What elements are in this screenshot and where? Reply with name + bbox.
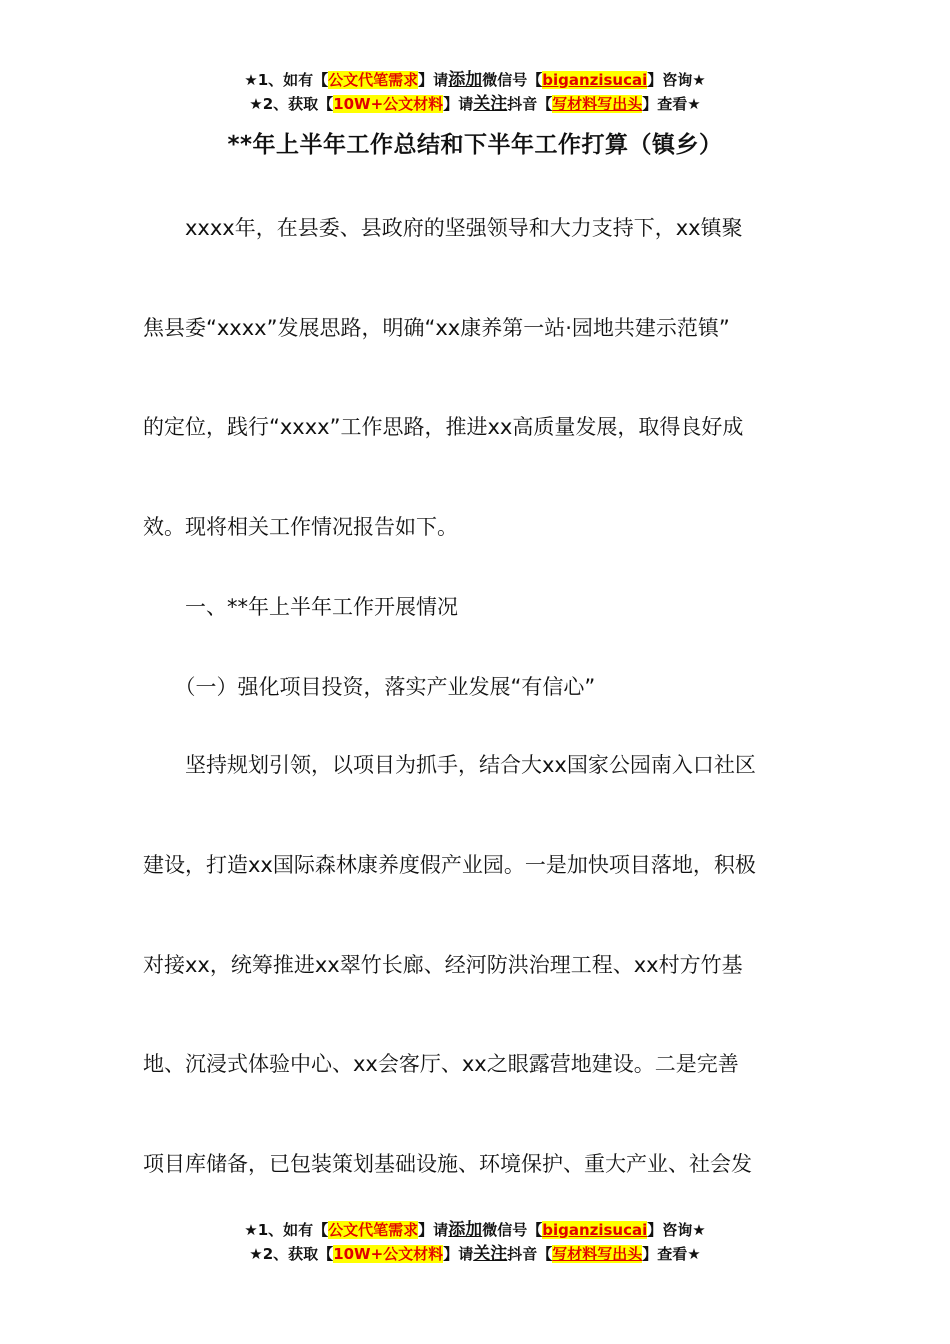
section-heading: 一、**年上半年工作开展情况 <box>143 595 458 619</box>
banner-text: 微信号【 <box>482 1221 543 1239</box>
banner-line-1 <box>0 68 950 92</box>
banner-text: 】咨询★ <box>647 1221 706 1239</box>
banner-text: 】请 <box>443 95 474 113</box>
highlight-wechat-id: biganzisucai <box>542 71 648 89</box>
body-line: 地、沉浸式体验中心、xx会客厅、xx之眼露营地建设。二是完善 <box>143 1052 739 1076</box>
subsection-heading: （一）强化项目投资，落实产业发展“有信心” <box>143 675 596 699</box>
body-line: 焦县委“xxxx”发展思路，明确“xx康养第一站·园地共建示范镇” <box>143 316 730 340</box>
banner-text: ★1、如有【 <box>244 71 329 89</box>
banner-text: 】咨询★ <box>647 71 706 89</box>
highlight-materials: 10W+公文材料 <box>333 95 444 113</box>
banner-text: 】请 <box>443 1245 474 1263</box>
highlight-douyin-id: 写材料写出头 <box>552 95 643 113</box>
banner-line-2 <box>0 1242 950 1266</box>
emphasis-follow: 关注 <box>473 1244 508 1264</box>
banner-text: 抖音【 <box>507 1245 553 1263</box>
body-line: 坚持规划引领，以项目为抓手，结合大xx国家公园南入口社区 <box>143 753 756 777</box>
body-line: 效。现将相关工作情况报告如下。 <box>143 515 458 539</box>
emphasis-follow: 关注 <box>473 94 508 114</box>
banner-line-2 <box>0 92 950 116</box>
banner-text: ★2、获取【 <box>249 95 334 113</box>
banner-text: 】查看★ <box>642 1245 701 1263</box>
banner-text: ★2、获取【 <box>249 1245 334 1263</box>
highlight-service: 公文代笔需求 <box>328 1221 419 1239</box>
banner-text: 】请 <box>418 1221 449 1239</box>
header-banner <box>0 68 950 116</box>
body-line: 的定位，践行“xxxx”工作思路，推进xx高质量发展，取得良好成 <box>143 415 744 439</box>
body-line: 对接xx，统筹推进xx翠竹长廊、经河防洪治理工程、xx村方竹基 <box>143 953 743 977</box>
highlight-wechat-id: biganzisucai <box>542 1221 648 1239</box>
banner-text: ★1、如有【 <box>244 1221 329 1239</box>
highlight-materials: 10W+公文材料 <box>333 1245 444 1263</box>
footer-banner <box>0 1218 950 1266</box>
banner-text: 微信号【 <box>482 71 543 89</box>
body-line: 建设，打造xx国际森林康养度假产业园。一是加快项目落地，积极 <box>143 853 756 877</box>
banner-text: 】查看★ <box>642 95 701 113</box>
emphasis-add: 添加 <box>448 70 483 90</box>
highlight-douyin-id: 写材料写出头 <box>552 1245 643 1263</box>
banner-text: 】请 <box>418 71 449 89</box>
banner-text: 抖音【 <box>507 95 553 113</box>
body-line: xxxx年，在县委、县政府的坚强领导和大力支持下，xx镇聚 <box>143 216 743 240</box>
highlight-service: 公文代笔需求 <box>328 71 419 89</box>
document-title: **年上半年工作总结和下半年工作打算（镇乡） <box>227 132 723 158</box>
banner-line-1 <box>0 1218 950 1242</box>
emphasis-add: 添加 <box>448 1220 483 1240</box>
body-line: 项目库储备，已包装策划基础设施、环境保护、重大产业、社会发 <box>143 1152 752 1176</box>
